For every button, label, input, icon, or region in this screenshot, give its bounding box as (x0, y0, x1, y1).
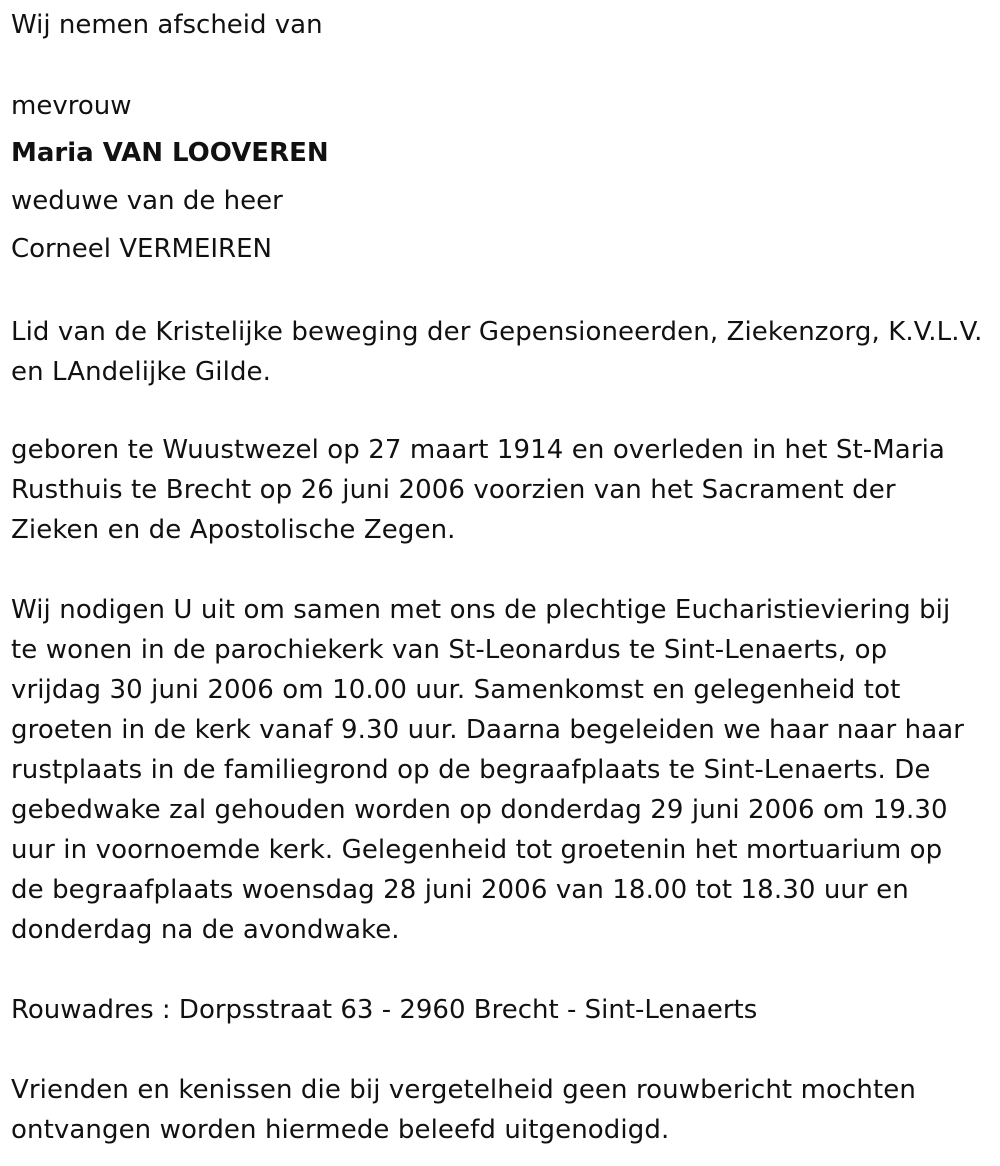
invitation-line: te wonen in de parochiekerk van St-Leonardus te Sint-Lenaerts, op (11, 635, 888, 665)
closing-paragraph (11, 1070, 991, 1150)
birth-death-paragraph (11, 430, 991, 550)
birth-death-line: Rusthuis te Brecht op 26 juni 2006 voorzien van het Sacrament der (11, 475, 896, 505)
invitation-line: groeten in de kerk vanaf 9.30 uur. Daarna begeleiden we haar naar haar (11, 715, 965, 745)
relation-line: weduwe van de heer (11, 186, 283, 216)
membership-line: Lid van de Kristelijke beweging der Gepensioneerden, Ziekenzorg, K.V.L.V. (11, 317, 983, 347)
invitation-line: Wij nodigen U uit om samen met ons de plechtige Eucharistieviering bij (11, 595, 951, 625)
invitation-line: de begraafplaats woensdag 28 juni 2006 van 18.00 tot 18.30 uur en (11, 875, 909, 905)
mourning-address: Rouwadres : Dorpsstraat 63 - 2960 Brecht - Sint-Lenaerts (11, 995, 758, 1025)
invitation-line: rustplaats in de familiegrond op de begraafplaats te Sint-Lenaerts. De (11, 755, 931, 785)
closing-line: Vrienden en kenissen die bij vergetelheid geen rouwbericht mochten (11, 1075, 916, 1105)
invitation-line: gebedwake zal gehouden worden op donderdag 29 juni 2006 om 19.30 (11, 795, 948, 825)
invitation-paragraph (11, 590, 991, 950)
intro-line: Wij nemen afscheid van (11, 10, 323, 40)
birth-death-line: geboren te Wuustwezel op 27 maart 1914 en overleden in het St-Maria (11, 435, 945, 465)
membership-line: en LAndelijke Gilde. (11, 357, 272, 387)
membership-paragraph (11, 312, 991, 392)
birth-death-line: Zieken en de Apostolische Zegen. (11, 515, 456, 545)
invitation-line: donderdag na de avondwake. (11, 915, 400, 945)
spouse-name: Corneel VERMEIREN (11, 234, 273, 264)
invitation-line: uur in voornoemde kerk. Gelegenheid tot groetenin het mortuarium op (11, 835, 943, 865)
closing-line: ontvangen worden hiermede beleefd uitgenodigd. (11, 1115, 670, 1145)
honorific: mevrouw (11, 91, 132, 121)
deceased-name: Maria VAN LOOVEREN (11, 138, 329, 168)
invitation-line: vrijdag 30 juni 2006 om 10.00 uur. Samenkomst en gelegenheid tot (11, 675, 901, 705)
